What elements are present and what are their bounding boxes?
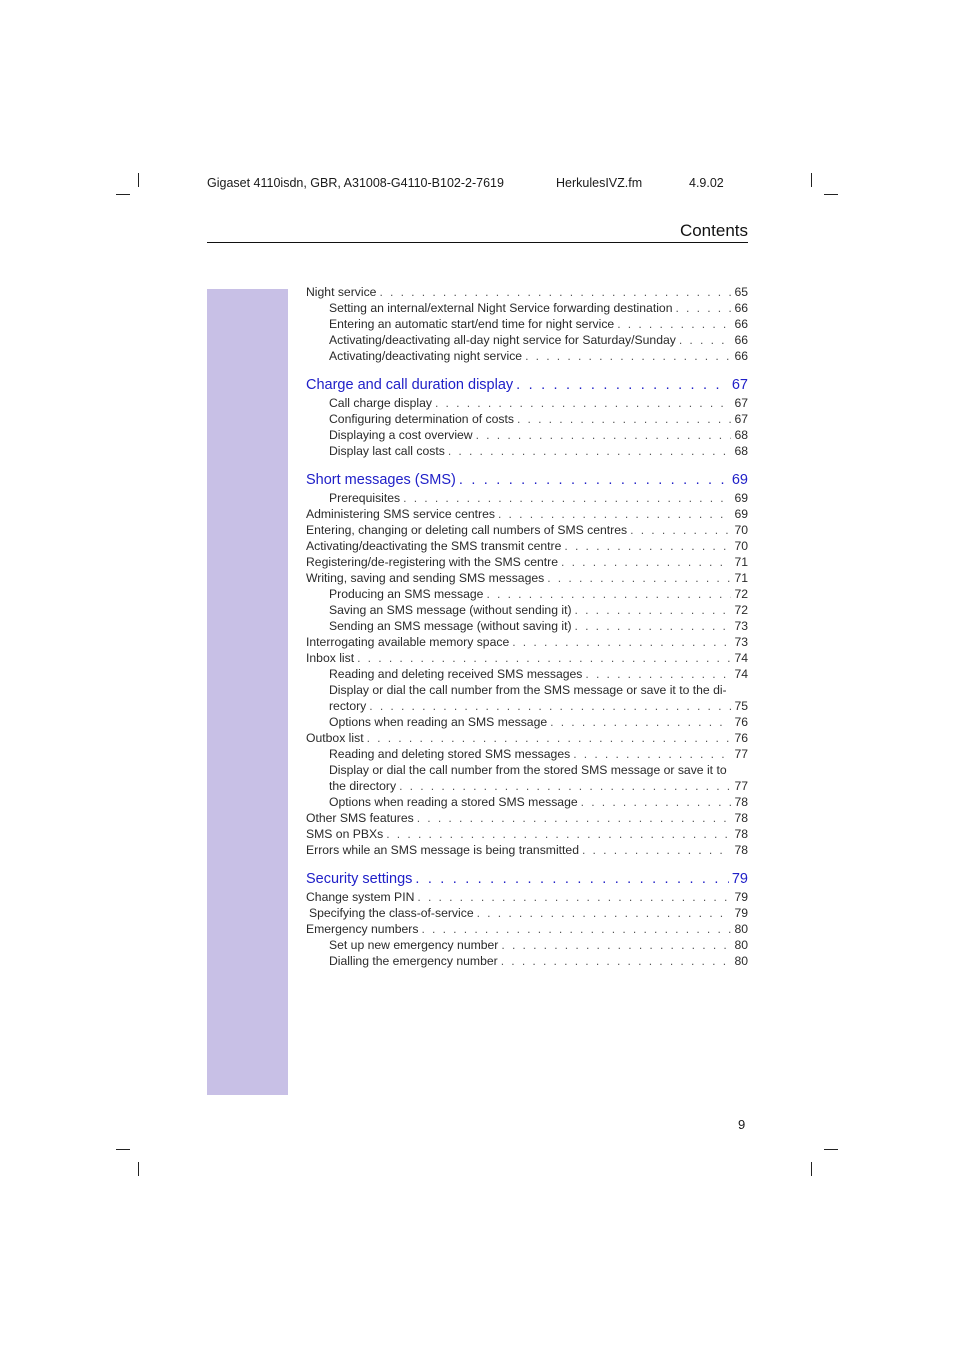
toc-entry[interactable] (306, 762, 748, 778)
toc-entry[interactable] (306, 570, 748, 586)
toc-entry[interactable] (306, 794, 748, 810)
crop-mark (116, 194, 130, 195)
toc-entry-title: Dialling the emergency number (329, 954, 498, 968)
dot-leader (486, 586, 731, 602)
toc-entry-page: 69 (731, 472, 748, 488)
toc-entry-page: 74 (734, 667, 748, 681)
toc-entry[interactable] (306, 842, 748, 858)
toc-section-link[interactable] (306, 376, 748, 395)
toc-entry-page: 67 (731, 377, 748, 393)
toc-entry[interactable] (306, 826, 748, 842)
toc-entry[interactable] (306, 586, 748, 602)
toc-entry-title: Security settings (306, 871, 413, 887)
dot-leader (617, 316, 731, 332)
toc-entry-title: Entering, changing or deleting call numbers of SMS centres (306, 523, 628, 537)
toc-entry-title: Activating/deactivating the SMS transmit centre (306, 539, 562, 553)
toc-entry[interactable] (306, 427, 748, 443)
dot-leader (448, 443, 732, 459)
dot-leader (547, 570, 731, 586)
toc-entry-title: Specifying the class-of-service (309, 906, 474, 920)
toc-entry[interactable] (306, 746, 748, 762)
crop-mark (138, 173, 139, 187)
dot-leader (498, 506, 731, 522)
toc-entry-page: 74 (734, 651, 748, 665)
dot-leader (585, 666, 731, 682)
crop-mark (811, 1162, 812, 1176)
dot-leader (575, 618, 732, 634)
toc-entry[interactable] (306, 937, 748, 953)
toc-entry-title: Errors while an SMS message is being transmitted (306, 843, 579, 857)
toc-entry-title: Registering/de-registering with the SMS centre (306, 555, 558, 569)
toc-entry-title: Night service (306, 285, 377, 299)
toc-entry-page: 77 (734, 747, 748, 761)
toc-entry-title: Setting an internal/external Night Service forwarding destination (329, 301, 673, 315)
dot-leader (476, 427, 732, 443)
dot-leader (564, 538, 731, 554)
toc-entry-title: Prerequisites (329, 491, 401, 505)
toc-entry[interactable] (306, 443, 748, 459)
toc-entry-title: Configuring determination of costs (329, 412, 514, 426)
crop-mark (811, 173, 812, 187)
toc-entry-page: 67 (734, 396, 748, 410)
toc-entry-title: Administering SMS service centres (306, 507, 495, 521)
dot-leader (501, 937, 731, 953)
toc-entry[interactable] (306, 618, 748, 634)
toc-entry-page: 79 (734, 890, 748, 904)
toc-entry-title: SMS on PBXs (306, 827, 384, 841)
toc-entry-page: 70 (734, 539, 748, 553)
toc-entry-title: Display last call costs (329, 444, 445, 458)
toc-entry[interactable] (306, 730, 748, 746)
toc-entry-title: Call charge display (329, 396, 432, 410)
crop-mark (824, 194, 838, 195)
dot-leader (386, 826, 731, 842)
dot-leader (417, 889, 731, 905)
dot-leader (367, 730, 732, 746)
toc-entry-title: Charge and call duration display (306, 377, 514, 393)
page-number: 9 (738, 1117, 746, 1132)
toc-entry-page: 67 (734, 412, 748, 426)
dot-leader (630, 522, 731, 538)
toc-entry-page: 78 (734, 843, 748, 857)
toc-entry-page: 73 (734, 619, 748, 633)
dot-leader (575, 602, 732, 618)
toc-entry[interactable] (306, 682, 748, 698)
toc-entry-page: 80 (734, 922, 748, 936)
dot-leader (573, 746, 731, 762)
toc-entry-title: Other SMS features (306, 811, 414, 825)
toc-entry-title: rectory (329, 699, 367, 713)
dot-leader (675, 300, 731, 316)
toc-entry-page: 72 (734, 603, 748, 617)
dot-leader (679, 332, 732, 348)
dot-leader (435, 395, 731, 411)
toc-entry-title: the directory (329, 779, 397, 793)
toc-section-link[interactable] (306, 870, 748, 889)
table-of-contents (306, 284, 748, 969)
toc-entry-page: 78 (734, 795, 748, 809)
toc-entry-page: 76 (734, 731, 748, 745)
toc-entry-title: Display or dial the call number from the stored SMS message or save it to (329, 763, 727, 777)
toc-entry-page: 66 (734, 317, 748, 331)
dot-leader (399, 778, 731, 794)
toc-entry[interactable] (306, 554, 748, 570)
dot-leader (501, 953, 732, 969)
side-bar (207, 289, 288, 1095)
toc-entry-title: Options when reading a stored SMS message (329, 795, 578, 809)
toc-entry-title: Display or dial the call number from the SMS message or save it to the di- (329, 683, 727, 697)
toc-entry-page: 65 (734, 285, 748, 299)
crop-mark (824, 1149, 838, 1150)
toc-entry-title: Producing an SMS message (329, 587, 484, 601)
toc-entry-title: Writing, saving and sending SMS messages (306, 571, 545, 585)
toc-entry[interactable] (306, 506, 748, 522)
toc-entry-title: Reading and deleting received SMS messages (329, 667, 583, 681)
toc-entry[interactable] (306, 522, 748, 538)
toc-entry-title: Saving an SMS message (without sending it) (329, 603, 572, 617)
dot-leader (357, 650, 731, 666)
toc-entry[interactable] (306, 666, 748, 682)
dot-leader (525, 348, 731, 364)
toc-entry-page: 73 (734, 635, 748, 649)
toc-entry[interactable] (306, 634, 748, 650)
toc-entry-page: 66 (734, 333, 748, 347)
toc-entry[interactable] (306, 300, 748, 316)
toc-entry[interactable] (306, 411, 748, 427)
toc-entry-title: Short messages (SMS) (306, 472, 456, 488)
toc-entry[interactable] (306, 395, 748, 411)
toc-entry[interactable] (306, 538, 748, 554)
header-document-id: Gigaset 4110isdn, GBR, A31008-G4110-B102-2-7619 (207, 176, 504, 190)
toc-entry[interactable] (306, 650, 748, 666)
dot-leader (415, 870, 728, 889)
crop-mark (138, 1162, 139, 1176)
header-divider (207, 242, 748, 243)
toc-entry-title: Entering an automatic start/end time for night service (329, 317, 615, 331)
dot-leader (477, 905, 732, 921)
toc-entry-page: 66 (734, 349, 748, 363)
dot-leader (516, 376, 729, 395)
toc-entry-page: 78 (734, 827, 748, 841)
header-file-name: HerkulesIVZ.fm (556, 176, 643, 190)
dot-leader (550, 714, 731, 730)
toc-entry[interactable] (306, 921, 748, 937)
dot-leader (403, 490, 731, 506)
toc-entry[interactable] (306, 953, 748, 969)
dot-leader (421, 921, 731, 937)
toc-entry[interactable] (306, 889, 748, 905)
toc-entry[interactable] (306, 490, 748, 506)
toc-entry[interactable] (306, 284, 748, 300)
toc-entry[interactable] (306, 714, 748, 730)
toc-entry-page: 71 (734, 555, 748, 569)
toc-entry-page: 79 (734, 906, 748, 920)
toc-entry-page: 79 (731, 871, 748, 887)
toc-entry-page: 68 (734, 444, 748, 458)
toc-entry[interactable] (306, 905, 748, 921)
dot-leader (561, 554, 731, 570)
toc-entry[interactable] (306, 778, 748, 794)
dot-leader (512, 634, 731, 650)
toc-entry-title: Displaying a cost overview (329, 428, 473, 442)
dot-leader (581, 794, 732, 810)
toc-entry-page: 80 (734, 938, 748, 952)
toc-section-link[interactable] (306, 471, 748, 490)
toc-entry-page: 70 (734, 523, 748, 537)
toc-entry-page: 78 (734, 811, 748, 825)
toc-entry-page: 80 (734, 954, 748, 968)
toc-entry[interactable] (306, 332, 748, 348)
toc-entry-title: Options when reading an SMS message (329, 715, 548, 729)
page-title: Contents (679, 221, 748, 240)
toc-entry-page: 72 (734, 587, 748, 601)
toc-entry[interactable] (306, 698, 748, 714)
toc-entry-title: Activating/deactivating night service (329, 349, 523, 363)
dot-leader (459, 471, 729, 490)
toc-entry[interactable] (306, 810, 748, 826)
dot-leader (369, 698, 731, 714)
toc-entry-title: Activating/deactivating all-day night service for Saturday/Sunday (329, 333, 676, 347)
toc-entry-page: 71 (734, 571, 748, 585)
toc-entry[interactable] (306, 348, 748, 364)
toc-entry-title: Outbox list (306, 731, 364, 745)
dot-leader (417, 810, 732, 826)
dot-leader (379, 284, 731, 300)
toc-entry-page: 75 (734, 699, 748, 713)
crop-mark (116, 1149, 130, 1150)
toc-entry-page: 76 (734, 715, 748, 729)
toc-entry[interactable] (306, 602, 748, 618)
dot-leader (517, 411, 731, 427)
toc-entry-page: 77 (734, 779, 748, 793)
toc-entry-title: Sending an SMS message (without saving it) (329, 619, 572, 633)
toc-entry-title: Set up new emergency number (329, 938, 499, 952)
toc-entry-page: 69 (734, 491, 748, 505)
toc-entry-title: Reading and deleting stored SMS messages (329, 747, 571, 761)
toc-entry-page: 69 (734, 507, 748, 521)
toc-entry-title: Interrogating available memory space (306, 635, 510, 649)
toc-entry-page: 68 (734, 428, 748, 442)
toc-entry[interactable] (306, 316, 748, 332)
toc-entry-title: Change system PIN (306, 890, 415, 904)
toc-entry-title: Inbox list (306, 651, 355, 665)
header-date: 4.9.02 (689, 176, 724, 190)
toc-entry-page: 66 (734, 301, 748, 315)
dot-leader (582, 842, 731, 858)
toc-entry-title: Emergency numbers (306, 922, 419, 936)
